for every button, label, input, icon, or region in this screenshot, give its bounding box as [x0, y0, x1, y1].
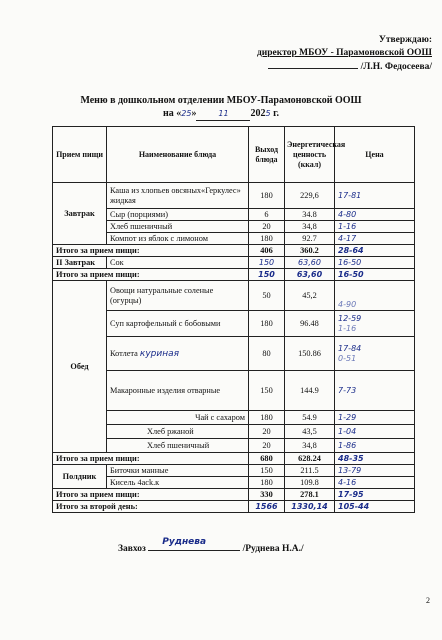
header-output: Выход блюда: [249, 127, 285, 183]
table-header-row: [53, 127, 415, 183]
meal-breakfast: Завтрак: [53, 183, 107, 245]
handwritten-signature: Руднева: [162, 537, 207, 547]
total-row: Итого за прием пищи: 330 278.1 17-95: [53, 489, 415, 501]
meal-second-breakfast: II Завтрак: [53, 257, 107, 269]
header-meal: Прием пищи: [53, 127, 107, 183]
menu-title: [0, 94, 442, 121]
menu-title-line: Меню в дошкольном отделении МБОУ-Парамоновской ООШ: [80, 95, 362, 106]
menu-month: 11: [218, 109, 229, 118]
table-row: Полдник Биточки манные 150 211.5 13-79: [53, 465, 415, 477]
table-row: Хлеб пшеничный 20 34,8 1-86: [53, 439, 415, 453]
signature-block: [118, 537, 304, 554]
table-row: II Завтрак Сок 150 63,60 16-50: [53, 257, 415, 269]
total-row: Итого за прием пищи: 680 628.24 48-35: [53, 453, 415, 465]
director-name: /Л.Н. Федосеева/: [360, 62, 432, 72]
total-row: Итого за прием пищи: 150 63,60 16-50: [53, 269, 415, 281]
table-row: Завтрак Каша из хлопьев овсяных«Геркулес» жидкая 180 229,6 17-81: [53, 183, 415, 209]
header-energy: Энергетическая ценность (ккал): [285, 127, 335, 183]
table-row: Обед Овощи натуральные соленые (огурцы) 50 45,2 4-90: [53, 281, 415, 311]
meal-lunch: Обед: [53, 281, 107, 453]
total-row: Итого за прием пищи: 406 360.2 28-64: [53, 245, 415, 257]
day-total-row: Итого за второй день: 1566 1330,14 105-44: [53, 501, 415, 513]
approval-line-3: [132, 60, 432, 74]
table-row: Чай с сахаром 180 54.9 1-29: [53, 411, 415, 425]
table-row: Макаронные изделия отварные 150 144.9 7-73: [53, 371, 415, 411]
table-row: Компот из яблок с лимоном 180 92.7 4-17: [53, 233, 415, 245]
table-row: Кисель 4ack.к 180 109.8 4-16: [53, 477, 415, 489]
menu-table: [52, 126, 415, 513]
table-row: Хлеб пшеничный 20 34,8 1-16: [53, 221, 415, 233]
handwritten-cutlet-type: куриная: [139, 348, 180, 359]
menu-day: 25: [181, 109, 192, 118]
header-price: Цена: [335, 127, 415, 183]
approval-line-2: директор МБОУ - Парамоновской ООШ: [256, 48, 432, 58]
table-row: Сыр (порциями) 6 34.8 4-80: [53, 209, 415, 221]
signature-name: /Руднева Н.А./: [242, 544, 304, 554]
table-row: Суп картофельный с бобовыми 180 96.48 12-59 1-16: [53, 311, 415, 337]
meal-snack: Полдник: [53, 465, 107, 489]
approval-block: [132, 34, 432, 74]
menu-year-digit: 5: [265, 109, 271, 118]
signature-label: Завхоз: [118, 544, 146, 554]
menu-date-line: на «25» 11 2025 г.: [163, 108, 279, 119]
table-row: Котлета куриная 80 150.86 17-84 0-51: [53, 337, 415, 371]
page-number: 2: [426, 596, 430, 605]
table-row: Хлеб ржаной 20 43,5 1-04: [53, 425, 415, 439]
header-dish: Наименование блюда: [107, 127, 249, 183]
approval-line-1: Утверждаю:: [378, 35, 432, 45]
